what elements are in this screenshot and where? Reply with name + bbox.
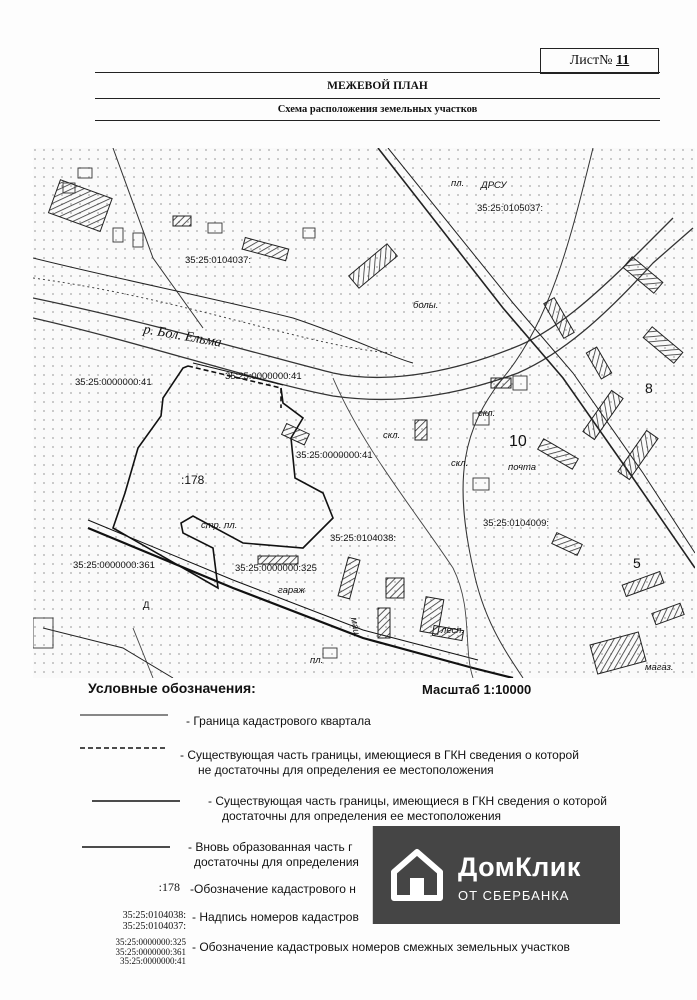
place-label: стр. пл. xyxy=(201,520,238,531)
legend-text: не достаточны для определения ее местоположения xyxy=(198,763,494,777)
neighbor-label: 35:25:0000000:325 xyxy=(235,563,317,574)
cadastral-map xyxy=(33,148,695,678)
legend-text: - Обозначение кадастровых номеров смежных земельных участков xyxy=(192,940,570,954)
header-rule-top xyxy=(95,72,660,73)
legend-symbol-dashed xyxy=(80,745,170,751)
place-label: скл. xyxy=(478,408,496,419)
parcel-label: :178 xyxy=(181,473,205,487)
legend-text: достаточны для определения xyxy=(194,855,359,869)
place-label: гараж xyxy=(278,585,305,596)
legend-text: - Существующая часть границы, имеющиеся в ГКН сведения о которой xyxy=(180,748,579,762)
place-label: мац. xyxy=(348,616,363,639)
legend-item xyxy=(208,794,607,824)
legend-item xyxy=(192,940,570,955)
place-label: пл. xyxy=(310,655,324,666)
legend-text: -Обозначение кадастрового н xyxy=(190,882,356,896)
watermark-name: ДомКлик xyxy=(458,852,581,882)
place-label: лесп. xyxy=(441,625,465,636)
legend-item xyxy=(186,714,371,729)
place-label: почта xyxy=(508,462,537,473)
sheet-number: 11 xyxy=(615,53,630,68)
header-rule-bottom xyxy=(95,120,660,121)
watermark-subtitle: ОТ СБЕРБАНКА xyxy=(458,888,570,903)
header-rule-mid xyxy=(95,98,660,99)
quarter-label: 35:25:0105037: xyxy=(477,203,544,214)
neighbor-label: 35:25:0000000:41 xyxy=(296,450,373,461)
place-label: пл. xyxy=(451,178,465,189)
neighbor-label: 35:25:0000000:41 xyxy=(75,377,152,388)
neighbor-label: 35:25:0000000:41 xyxy=(225,371,302,382)
sheet-number-box xyxy=(540,48,659,74)
neighbor-label: 35:25:0000000:361 xyxy=(73,560,155,571)
legend-item xyxy=(180,748,579,778)
sheet-label: Лист№ xyxy=(569,53,613,68)
map-scale: Масштаб 1:10000 xyxy=(422,682,532,697)
place-label: болы. xyxy=(413,300,439,311)
block-number: 5 xyxy=(633,555,641,571)
place-label: ДРСУ xyxy=(481,180,507,191)
quarter-label: 35:25:0104009: xyxy=(483,518,550,529)
legend-item xyxy=(190,882,356,897)
quarter-label: 35:25:0104038: xyxy=(330,533,397,544)
page-subtitle: Схема расположения земельных участков xyxy=(277,104,478,115)
legend-text: - Граница кадастрового квартала xyxy=(186,714,371,728)
legend-text: - Надпись номеров кадастров xyxy=(192,910,359,924)
place-label: скл. xyxy=(451,458,469,469)
legend-symbol-quarter-boundary xyxy=(80,712,170,718)
legend-symbol-solid xyxy=(92,798,182,804)
house-logo-icon xyxy=(388,846,446,904)
legend-code: 35:25:0104038: 35:25:0104037: xyxy=(122,910,186,932)
block-number: 8 xyxy=(645,380,653,396)
block-number: 10 xyxy=(509,433,527,450)
legend-code: 35:25:0000000:325 35:25:0000000:361 35:25:0000000:41 xyxy=(115,937,186,966)
page-title: МЕЖЕВОЙ ПЛАН xyxy=(327,80,428,92)
place-label: магаз. xyxy=(645,662,674,673)
legend-code: :178 xyxy=(158,880,180,894)
legend-text: достаточны для определения ее местоположения xyxy=(222,809,502,823)
quarter-label: 35:25:0104037: xyxy=(185,255,252,266)
place-label: Д xyxy=(143,600,150,611)
legend-item xyxy=(192,910,359,925)
legend-item xyxy=(188,840,359,870)
river-label: р. Бол. Ельма xyxy=(142,322,223,351)
legend-symbol-new xyxy=(82,844,172,850)
legend-text: - Существующая часть границы, имеющиеся в ГКН сведения о которой xyxy=(208,794,607,808)
legend-title: Условные обозначения: xyxy=(88,680,256,696)
place-label: скл. xyxy=(383,430,401,441)
legend-text: - Вновь образованная часть г xyxy=(188,840,353,854)
